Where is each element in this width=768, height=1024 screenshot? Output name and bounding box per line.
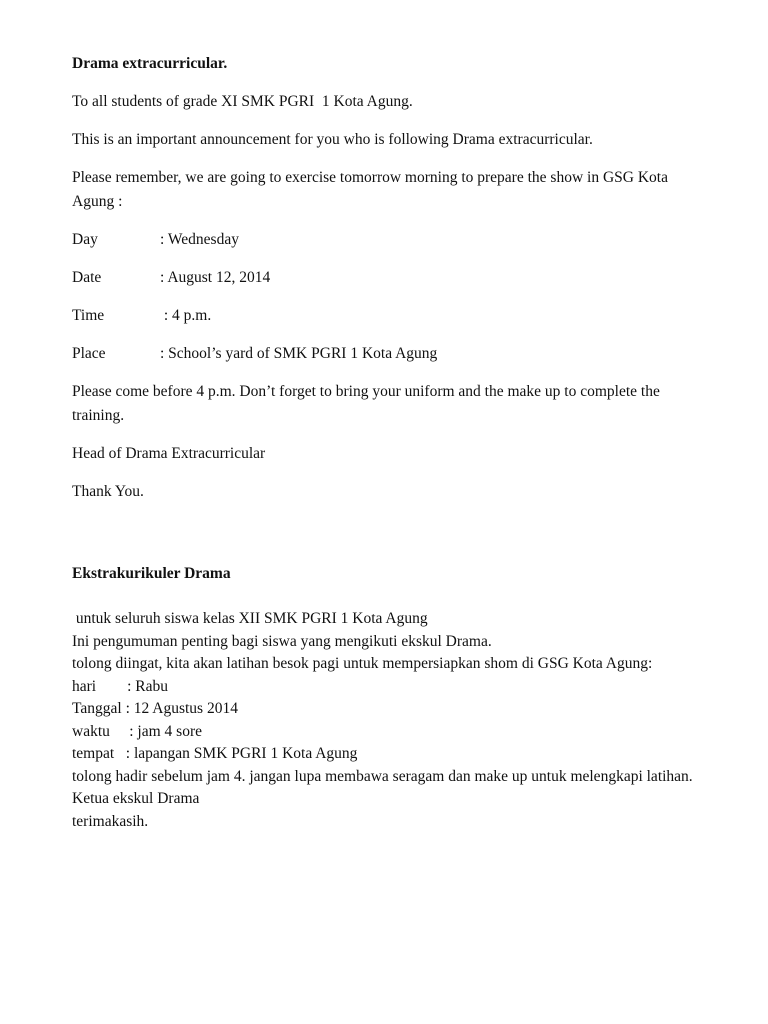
detail-value-place: : School’s yard of SMK PGRI 1 Kota Agung	[160, 345, 438, 362]
english-announcement-section	[72, 52, 702, 504]
paragraph-announcement-intro: This is an important announcement for you who is following Drama extracurricular.	[72, 131, 593, 148]
paragraph-come-before: Please come before 4 p.m. Don’t forget to bring your uniform and the make up to complete the training.	[72, 383, 664, 424]
id-line-come-before: tolong hadir sebelum jam 4. jangan lupa membawa seragam dan make up untuk melengkapi latihan.	[72, 767, 693, 785]
detail-value-date: : August 12, 2014	[160, 269, 271, 286]
paragraph-signature: Head of Drama Extracurricular	[72, 445, 266, 462]
detail-value-time: : 4 p.m.	[160, 307, 212, 324]
detail-label-date: Date	[72, 269, 102, 286]
id-line-day: hari : Rabu	[72, 677, 168, 695]
id-line-addressee: untuk seluruh siswa kelas XII SMK PGRI 1 Kota Agung	[72, 610, 428, 627]
detail-row-time	[72, 304, 702, 328]
detail-row-day	[72, 228, 702, 252]
detail-value-day: : Wednesday	[160, 231, 239, 248]
paragraph-addressee: To all students of grade XI SMK PGRI 1 Kota Agung.	[72, 93, 413, 110]
id-line-reminder: tolong diingat, kita akan latihan besok pagi untuk mempersiapkan shom di GSG Kota Agung:	[72, 655, 653, 672]
detail-label-day: Day	[72, 231, 98, 248]
id-line-place: tempat : lapangan SMK PGRI 1 Kota Agung	[72, 745, 358, 762]
detail-label-place: Place	[72, 345, 106, 362]
indonesian-announcement-section	[72, 562, 702, 833]
paragraph-thank-you: Thank You.	[72, 483, 144, 500]
detail-row-place	[72, 342, 702, 366]
detail-row-date	[72, 266, 702, 290]
announcement-title-indonesian: Ekstrakurikuler Drama	[72, 565, 231, 582]
announcement-title-english: Drama extracurricular.	[72, 55, 228, 72]
id-line-signature: Ketua ekskul Drama	[72, 790, 200, 807]
id-line-date: Tanggal : 12 Agustus 2014	[72, 700, 238, 717]
paragraph-reminder: Please remember, we are going to exercise tomorrow morning to prepare the show in GSG Kota Agung :	[72, 169, 671, 210]
id-line-thanks: terimakasih.	[72, 812, 149, 830]
id-line-intro: Ini pengumuman penting bagi siswa yang mengikuti ekskul Drama.	[72, 632, 492, 650]
id-line-time: waktu : jam 4 sore	[72, 722, 203, 740]
detail-label-time: Time	[72, 307, 105, 324]
